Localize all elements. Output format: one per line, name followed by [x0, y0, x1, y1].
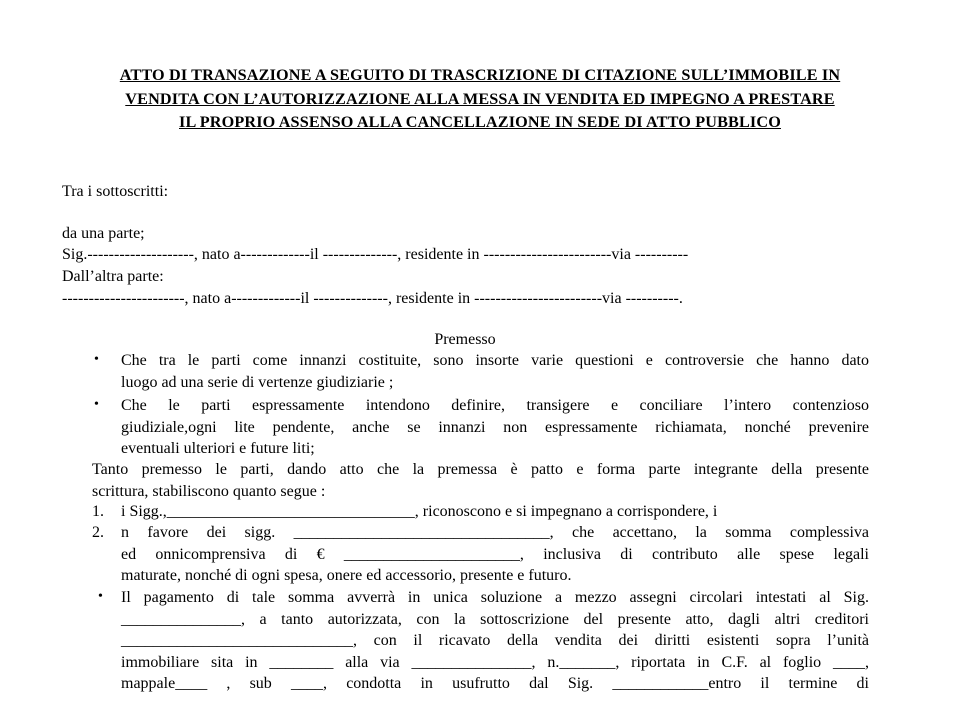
title-line: IL PROPRIO ASSENSO ALLA CANCELLAZIONE IN SEDE DI ATTO PUBBLICO [179, 113, 781, 131]
numbered-line: maturate, nonché di ogni spesa, onere ed accessorio, presente e futuro. [121, 567, 572, 584]
document-title [40, 64, 920, 135]
payment-line: immobiliare sita in ________ alla via _______________, n._______, riportata in C.F. al foglio ____, [121, 653, 869, 671]
title-line: ATTO DI TRANSAZIONE A SEGUITO DI TRASCRIZIONE DI CITAZIONE SULL’IMMOBILE IN [119, 66, 841, 84]
bullet-icon: • [94, 397, 99, 412]
premesso-line: luogo ad una serie di vertenze giudiziarie ; [121, 373, 394, 391]
premesso-line: giudiziale,ogni lite pendente, anche se innanzi non espressamente richiamata, nonché prevenire [121, 418, 869, 436]
payment-line: _____________________________, con il ricavato della vendita dei diritti esistenti sopra l’unità [121, 632, 869, 649]
tanto-line: scrittura, stabiliscono quanto segue : [92, 482, 326, 500]
payment-line: Il pagamento di tale somma avverrà in unica soluzione a mezzo assegni circolari intestati al Sig. [121, 589, 869, 606]
premesso-heading: Premesso [434, 331, 496, 348]
bullet-icon: • [94, 352, 99, 367]
numbered-line: n favore dei sigg. ________________________________, che accettano, la somma complessiva [121, 524, 869, 541]
premesso-item [121, 350, 869, 393]
party2-line: -----------------------, nato a-------------il --------------, residente in ------------------------via ----------. [62, 290, 683, 307]
party2-label: Dall’altra parte: [62, 268, 164, 285]
intro-text: Tra i sottoscritti: [62, 183, 169, 200]
party1-label: da una parte; [62, 225, 145, 242]
numbered-line: i Sigg.,_______________________________, riconoscono e si impegnano a corrispondere, i [121, 503, 718, 520]
item-number: 1. [92, 503, 104, 520]
premesso-line: Che le parti espressamente intendono definire, transigere e conciliare l’intero contenzioso [121, 397, 869, 414]
payment-line: _______________, a tanto autorizzata, con la sottoscrizione del presente atto, dagli altri creditori [121, 610, 869, 628]
tanto-premesso-paragraph [92, 459, 869, 502]
item-number: 2. [92, 524, 104, 541]
payment-line: mappale____ , sub ____, condotta in usufrutto dal Sig. ____________entro il termine di [121, 675, 869, 692]
payment-paragraph [121, 587, 869, 695]
numbered-item [121, 522, 869, 587]
bullet-icon: • [98, 589, 103, 604]
numbered-item [121, 501, 869, 523]
title-line: VENDITA CON L’AUTORIZZAZIONE ALLA MESSA IN VENDITA ED IMPEGNO A PRESTARE [125, 89, 835, 108]
numbered-line: ed onnicomprensiva di € ______________________, inclusiva di contributo alle spese legali [121, 545, 869, 563]
premesso-line: Che tra le parti come innanzi costituite, sono insorte varie questioni e controversie che hanno dato [121, 352, 869, 369]
premesso-line: eventuali ulteriori e future liti; [121, 440, 315, 457]
tanto-line: Tanto premesso le parti, dando atto che la premessa è patto e forma parte integrante della presente [92, 461, 869, 478]
premesso-item [121, 395, 869, 460]
party1-line: Sig.--------------------, nato a-------------il --------------, residente in ------------------------via ---------- [62, 246, 689, 263]
